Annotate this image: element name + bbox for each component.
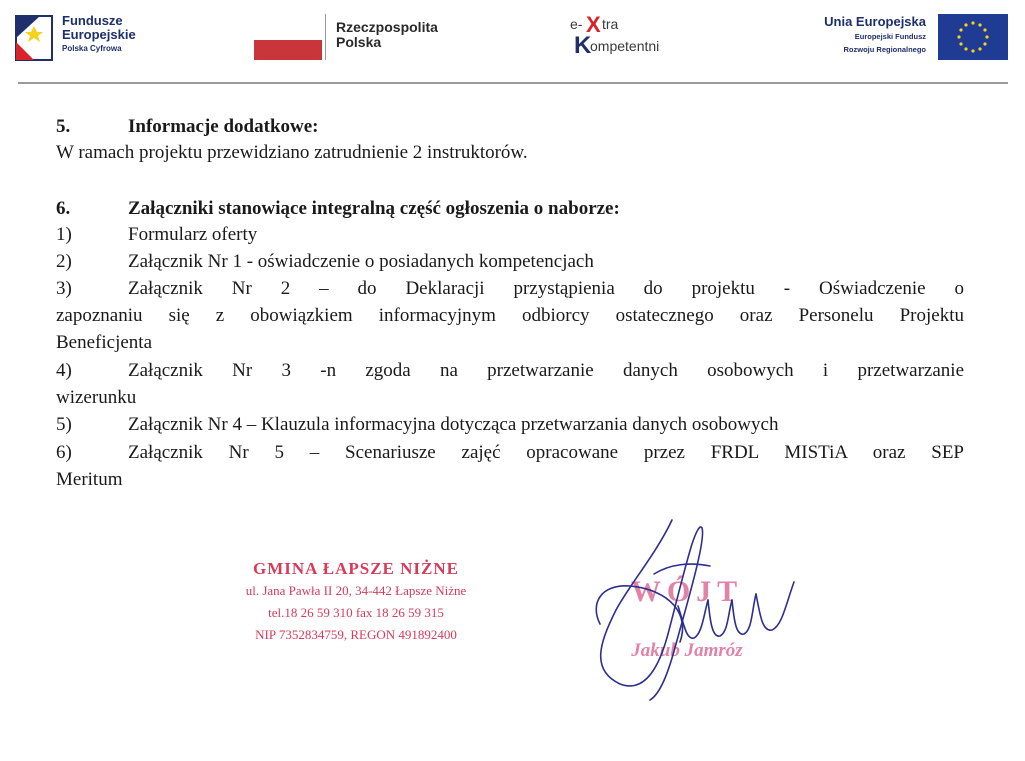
extra-tra: tra	[602, 16, 619, 32]
rzeczpospolita-line2: Polska	[336, 34, 382, 50]
stamp-address: ul. Jana Pawła II 20, 34-442 Łapsze Niżne	[245, 583, 467, 598]
list-item-number: 6)	[56, 442, 72, 463]
extra-e: e-	[570, 16, 583, 32]
section5-number: 5.	[56, 116, 71, 137]
list-item	[56, 360, 964, 382]
rzeczpospolita-text	[336, 20, 438, 50]
fundusze-europejskie-logo-icon	[14, 12, 58, 62]
fundusze-line1: Fundusze	[62, 13, 123, 28]
stamp-ids: NIP 7352834759, REGON 491892400	[255, 627, 457, 642]
list-item-text: Załącznik Nr 4 – Klauzula informacyjna dotycząca przetwarzania danych osobowych	[128, 414, 779, 435]
extra-kompetentni-logo	[570, 12, 690, 62]
list-item-continuation: Beneficjenta	[56, 332, 153, 353]
list-item-number: 5)	[56, 414, 72, 435]
fundusze-subtitle: Polska Cyfrowa	[62, 44, 122, 53]
ue-sub1: Europejski Fundusz	[854, 32, 926, 41]
list-item-text-line1: Załącznik Nr 2 – do Deklaracji przystąpienia do projektu - Oświadczenie o	[128, 278, 964, 299]
kompetentni-k: K	[574, 32, 592, 59]
header-divider	[18, 82, 1008, 84]
logo-divider	[325, 14, 326, 60]
logo-header	[0, 0, 1025, 82]
list-item	[56, 278, 964, 300]
list-item	[56, 442, 964, 464]
ue-sub2: Rozwoju Regionalnego	[843, 45, 926, 54]
list-item-text-line1: Załącznik Nr 3 -n zgoda na przetwarzanie danych osobowych i przetwarzanie	[128, 360, 964, 381]
section5-text: W ramach projektu przewidziano zatrudnienie 2 instruktorów.	[56, 142, 528, 163]
extra-x: X	[586, 12, 601, 37]
polish-flag-red-band	[254, 40, 322, 60]
list-item-text: Załącznik Nr 1 - oświadczenie o posiadanych kompetencjach	[128, 251, 594, 272]
section6-title: Załączniki stanowiące integralną część ogłoszenia o naborze:	[128, 198, 620, 219]
list-item-number: 4)	[56, 360, 72, 381]
wojt-name: Jakub Jamróz	[631, 640, 743, 661]
section6-heading	[56, 198, 620, 220]
section5-heading	[56, 116, 319, 138]
list-item-continuation: zapoznaniu się z obowiązkiem informacyjnym odbiorcy ostatecznego oraz Personelu Projektu	[56, 305, 964, 326]
kompetentni-rest: ompetentni	[590, 38, 660, 54]
list-item-text: Formularz oferty	[128, 224, 258, 245]
list-item-text-line1: Załącznik Nr 5 – Scenariusze zajęć opracowane przez FRDL MISTiA oraz SEP	[128, 442, 964, 463]
fundusze-line2: Europejskie	[62, 27, 136, 42]
polish-flag-white-band	[254, 20, 322, 40]
section6-number: 6.	[56, 198, 71, 219]
unia-europejska-text	[804, 14, 926, 55]
rzeczpospolita-line1: Rzeczpospolita	[336, 19, 438, 35]
list-item-continuation: Meritum	[56, 469, 123, 490]
list-item	[56, 224, 257, 246]
list-item-continuation: wizerunku	[56, 387, 137, 408]
eu-flag-icon	[938, 14, 1008, 60]
fundusze-europejskie-text	[62, 14, 136, 53]
list-item-number: 1)	[56, 224, 72, 245]
list-item	[56, 251, 594, 273]
wojt-title: WÓJT	[630, 575, 744, 608]
ue-title: Unia Europejska	[824, 14, 926, 29]
stamp-title: GMINA ŁAPSZE NIŻNE	[253, 559, 459, 578]
list-item	[56, 414, 778, 436]
handwritten-signature-icon	[560, 514, 810, 704]
section5-title: Informacje dodatkowe:	[128, 116, 319, 137]
gmina-stamp	[216, 558, 496, 646]
stamp-phone: tel.18 26 59 310 fax 18 26 59 315	[268, 605, 444, 620]
list-item-number: 3)	[56, 278, 72, 299]
list-item-number: 2)	[56, 251, 72, 272]
